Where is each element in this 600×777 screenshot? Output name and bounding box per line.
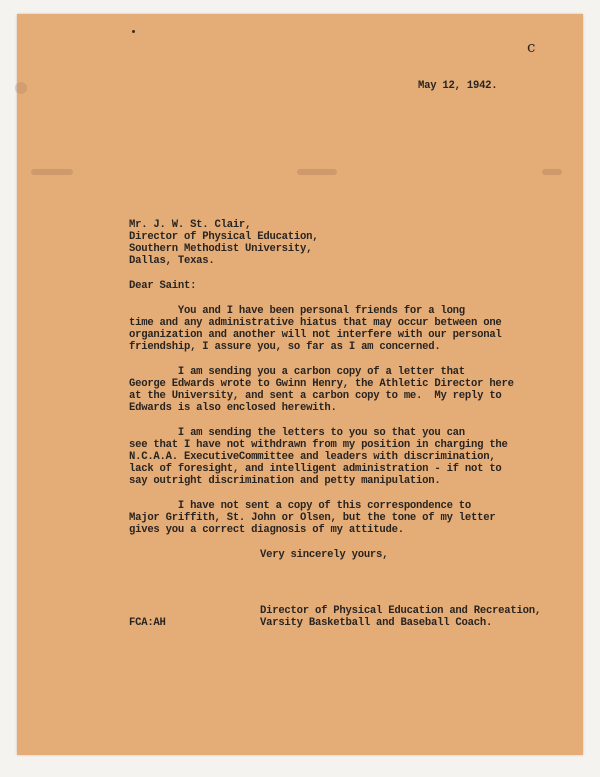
address-line: Director of Physical Education, — [129, 231, 319, 243]
signature-title-line: Varsity Basketball and Baseball Coach. — [260, 617, 493, 629]
body-line: I am sending you a carbon copy of a letter that — [129, 366, 465, 378]
signature-title-line: Director of Physical Education and Recreation, — [260, 605, 541, 617]
scan-smudge-middle — [297, 169, 337, 175]
address-line: Southern Methodist University, — [129, 243, 313, 255]
body-line: I have not sent a copy of this correspondence to — [129, 500, 472, 512]
scan-smudge-left — [31, 169, 73, 175]
ink-speck — [132, 30, 135, 33]
body-line: George Edwards wrote to Gwinn Henry, the Athletic Director here — [129, 378, 514, 390]
body-line: N.C.A.A. ExecutiveCommittee and leaders with discrimination, — [129, 451, 496, 463]
letter-date: May 12, 1942. — [418, 80, 498, 92]
body-line: You and I have been personal friends for a long — [129, 305, 465, 317]
scan-smudge-right — [542, 169, 562, 175]
body-line: lack of foresight, and intelligent administration - if not to — [129, 463, 502, 475]
body-line: friendship, I assure you, so far as I am concerned. — [129, 341, 441, 353]
address-line: Dallas, Texas. — [129, 255, 215, 267]
body-line: say outright discrimination and petty manipulation. — [129, 475, 441, 487]
body-line: time and any administrative hiatus that may occur between one — [129, 317, 502, 329]
address-line: Mr. J. W. St. Clair, — [129, 219, 252, 231]
body-line: organization and another will not interfere with our personal — [129, 329, 502, 341]
body-line: I am sending the letters to you so that you can — [129, 427, 465, 439]
body-line: Edwards is also enclosed herewith. — [129, 402, 337, 414]
letter-page — [17, 14, 583, 755]
paper-blemish — [15, 82, 27, 94]
corner-mark: c — [527, 38, 536, 56]
body-line: Major Griffith, St. John or Olsen, but the tone of my letter — [129, 512, 496, 524]
complimentary-close: Very sincerely yours, — [260, 549, 389, 561]
body-line: see that I have not withdrawn from my position in charging the — [129, 439, 508, 451]
salutation: Dear Saint: — [129, 280, 197, 292]
reference-initials: FCA:AH — [129, 617, 166, 629]
body-line: at the University, and sent a carbon copy to me. My reply to — [129, 390, 502, 402]
body-line: gives you a correct diagnosis of my attitude. — [129, 524, 404, 536]
